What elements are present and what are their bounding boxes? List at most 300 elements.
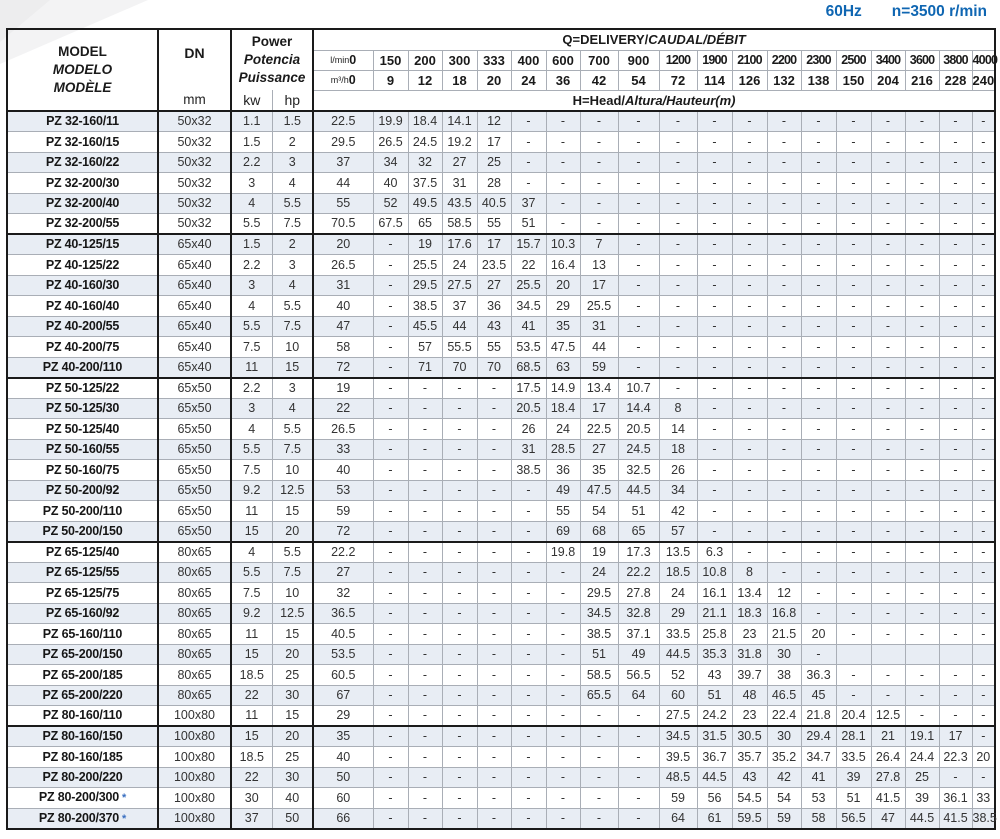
head-cell: 47 [313, 316, 373, 337]
head-cell: - [732, 132, 767, 153]
head-cell: - [801, 603, 836, 624]
head-cell: - [871, 542, 905, 563]
model-cell [7, 501, 158, 522]
head-cell: - [767, 501, 801, 522]
head-cell: - [905, 480, 939, 501]
head-cell: - [373, 255, 408, 276]
head-cell: - [767, 111, 801, 132]
head-cell: - [871, 296, 905, 317]
kw-cell: 11 [231, 357, 272, 378]
head-cell: - [836, 255, 871, 276]
head-cell: - [408, 542, 442, 563]
model-cell [7, 603, 158, 624]
head-cell: 8 [659, 398, 697, 419]
table-row [7, 460, 995, 481]
head-cell: - [546, 665, 580, 686]
head-cell: 27.5 [659, 706, 697, 727]
m3h-value: 72 [659, 70, 697, 90]
head-cell: 44 [442, 316, 477, 337]
kw-cell: 1.5 [231, 132, 272, 153]
head-cell: - [373, 562, 408, 583]
hp-cell: 7.5 [272, 214, 313, 235]
head-cell: - [408, 439, 442, 460]
head-cell: - [511, 788, 546, 809]
head-cell: - [477, 747, 511, 768]
head-cell: - [767, 337, 801, 358]
head-cell: 33 [972, 788, 995, 809]
head-cell: 35.2 [767, 747, 801, 768]
model-cell [7, 316, 158, 337]
dn-cell: 65x50 [158, 480, 231, 501]
model-cell [7, 439, 158, 460]
kw-cell: 9.2 [231, 480, 272, 501]
head-cell: - [697, 316, 732, 337]
head-cell: - [408, 480, 442, 501]
lmin-unit-cell: l/min 0 [313, 50, 373, 70]
head-cell: 26.5 [313, 419, 373, 440]
model-cell [7, 726, 158, 747]
head-cell: - [871, 398, 905, 419]
head-cell: 43.5 [442, 193, 477, 214]
hp-cell: 20 [272, 726, 313, 747]
head-cell: - [801, 132, 836, 153]
hp-cell: 10 [272, 460, 313, 481]
table-row [7, 234, 995, 255]
lmin-value: 2500 [836, 50, 871, 70]
head-cell: - [373, 460, 408, 481]
head-cell: 40.5 [313, 624, 373, 645]
head-cell: - [767, 357, 801, 378]
head-cell: - [511, 767, 546, 788]
table-row [7, 296, 995, 317]
head-cell: 27.8 [871, 767, 905, 788]
head-cell: - [697, 234, 732, 255]
dn-cell: 65x50 [158, 398, 231, 419]
head-cell: - [442, 685, 477, 706]
head-cell: - [767, 275, 801, 296]
table-row [7, 480, 995, 501]
head-cell: 25 [905, 767, 939, 788]
head-cell: - [972, 624, 995, 645]
model-label-fr: MODÈLE [53, 80, 112, 96]
head-cell: 41.5 [871, 788, 905, 809]
head-cell: - [477, 480, 511, 501]
head-cell: 41.5 [939, 808, 972, 829]
head-cell: - [511, 603, 546, 624]
head-cell: 60 [659, 685, 697, 706]
kw-cell: 15 [231, 521, 272, 542]
head-cell: 36 [477, 296, 511, 317]
head-cell: - [836, 480, 871, 501]
head-cell: 55 [546, 501, 580, 522]
head-cell: - [767, 480, 801, 501]
head-cell: - [939, 132, 972, 153]
head-cell: - [442, 788, 477, 809]
head-cell: - [972, 685, 995, 706]
head-cell: - [939, 665, 972, 686]
head-cell: 21.5 [767, 624, 801, 645]
lmin-value: 3800 [939, 50, 972, 70]
head-cell: - [511, 706, 546, 727]
head-cell: 17.3 [618, 542, 659, 563]
head-cell: 12 [477, 111, 511, 132]
power-label-fr: Puissance [238, 70, 306, 86]
model-cell [7, 665, 158, 686]
head-cell: - [618, 173, 659, 194]
head-cell: - [580, 132, 618, 153]
head-cell: - [871, 275, 905, 296]
head-cell: - [697, 357, 732, 378]
head-cell: 16.1 [697, 583, 732, 604]
head-cell: - [618, 152, 659, 173]
head-cell: - [801, 644, 836, 665]
head-cell: 23 [732, 624, 767, 645]
lmin-value: 200 [408, 50, 442, 70]
head-cell: - [511, 726, 546, 747]
head-cell: - [972, 665, 995, 686]
head-cell: - [972, 603, 995, 624]
dn-cell: 50x32 [158, 214, 231, 235]
head-cell: 27.8 [618, 583, 659, 604]
kw-cell: 18.5 [231, 665, 272, 686]
head-cell: - [871, 521, 905, 542]
head-cell: 20.5 [511, 398, 546, 419]
head-cell: 13.5 [659, 542, 697, 563]
head-cell: 53.5 [511, 337, 546, 358]
head-cell: 40 [313, 460, 373, 481]
head-cell: - [801, 193, 836, 214]
head-cell: - [580, 788, 618, 809]
head-cell: - [546, 214, 580, 235]
head-cell: 20 [546, 275, 580, 296]
head-cell: 51 [618, 501, 659, 522]
head-cell: - [659, 255, 697, 276]
head-cell: 67.5 [373, 214, 408, 235]
head-cell: - [697, 296, 732, 317]
head-cell: - [836, 521, 871, 542]
head-cell: 20.4 [836, 706, 871, 727]
head-cell: 32.5 [618, 460, 659, 481]
model-name: PZ 32-200/40 [45, 196, 120, 210]
head-cell: - [871, 234, 905, 255]
head-cell: 30.5 [732, 726, 767, 747]
dn-cell: 100x80 [158, 706, 231, 727]
head-cell: 37.5 [408, 173, 442, 194]
table-row [7, 398, 995, 419]
dn-cell: 80x65 [158, 665, 231, 686]
m3h-value: 126 [732, 70, 767, 90]
head-cell: 59.5 [732, 808, 767, 829]
head-cell: 26.4 [871, 747, 905, 768]
head-cell: 36 [546, 460, 580, 481]
speed-label: n=3500 r/min [891, 3, 987, 20]
head-cell [836, 644, 871, 665]
head-cell: - [373, 234, 408, 255]
head-cell: - [801, 583, 836, 604]
head-cell: 23.5 [477, 255, 511, 276]
table-row [7, 644, 995, 665]
head-cell: - [659, 193, 697, 214]
model-cell [7, 152, 158, 173]
head-cell: 17 [477, 132, 511, 153]
hp-cell: 15 [272, 357, 313, 378]
hp-cell: 30 [272, 685, 313, 706]
head-cell: - [732, 234, 767, 255]
dn-label: DN [184, 45, 205, 61]
head-cell: - [442, 644, 477, 665]
model-cell [7, 357, 158, 378]
head-cell: - [905, 173, 939, 194]
head-cell: 19.2 [442, 132, 477, 153]
head-cell: - [659, 337, 697, 358]
head-cell: - [477, 767, 511, 788]
head-cell: - [697, 132, 732, 153]
dn-cell: 65x50 [158, 521, 231, 542]
model-name: PZ 32-200/55 [45, 216, 120, 231]
head-cell: - [836, 357, 871, 378]
hp-cell: 2 [272, 132, 313, 153]
head-cell: - [697, 480, 732, 501]
head-cell: - [659, 132, 697, 153]
head-cell: - [732, 193, 767, 214]
head-cell: - [477, 398, 511, 419]
head-cell: 19.9 [373, 111, 408, 132]
head-cell: 24.4 [905, 747, 939, 768]
model-cell [7, 398, 158, 419]
head-cell: - [618, 706, 659, 727]
head-cell: 39.7 [732, 665, 767, 686]
head-cell: - [732, 357, 767, 378]
dn-cell: 80x65 [158, 542, 231, 563]
head-cell: - [659, 173, 697, 194]
head-cell: - [442, 521, 477, 542]
model-name: PZ 80-200/220 [42, 770, 123, 784]
head-cell: 17 [477, 234, 511, 255]
head-cell: - [618, 788, 659, 809]
kw-cell: 3 [231, 275, 272, 296]
hp-cell: 5.5 [272, 542, 313, 563]
lmin-value: 2200 [767, 50, 801, 70]
head-cell: 66 [313, 808, 373, 829]
head-cell: 38 [767, 665, 801, 686]
dn-cell: 80x65 [158, 562, 231, 583]
head-cell: - [939, 624, 972, 645]
head-cell: 52 [659, 665, 697, 686]
head-cell: - [511, 173, 546, 194]
head-cell: 47.5 [580, 480, 618, 501]
head-cell: - [801, 316, 836, 337]
hp-cell: 7.5 [272, 562, 313, 583]
head-cell: 28.5 [546, 439, 580, 460]
head-cell: - [477, 501, 511, 522]
head-cell: - [801, 419, 836, 440]
head-cell: - [972, 193, 995, 214]
lmin-value: 600 [546, 50, 580, 70]
model-name: PZ 50-160/75 [45, 462, 120, 477]
head-cell: - [972, 521, 995, 542]
head-cell: 36.7 [697, 747, 732, 768]
head-cell: - [442, 706, 477, 727]
head-cell: 43 [732, 767, 767, 788]
model-name: PZ 65-200/150 [42, 647, 123, 661]
head-cell: 67 [313, 685, 373, 706]
head-cell: - [939, 419, 972, 440]
head-cell: - [618, 767, 659, 788]
head-cell: - [972, 337, 995, 358]
kw-cell: 22 [231, 685, 272, 706]
dn-cell: 65x50 [158, 378, 231, 399]
head-cell [905, 644, 939, 665]
head-cell: - [905, 337, 939, 358]
table-row [7, 685, 995, 706]
head-cell: - [697, 214, 732, 235]
head-cell: - [511, 111, 546, 132]
hp-cell: 50 [272, 808, 313, 829]
head-cell: - [408, 562, 442, 583]
head-cell: 71 [408, 357, 442, 378]
head-cell: - [732, 173, 767, 194]
head-cell: - [767, 296, 801, 317]
head-cell: - [871, 378, 905, 399]
head-cell: - [408, 501, 442, 522]
head-cell: - [373, 419, 408, 440]
head-cell: - [697, 521, 732, 542]
dn-cell: 65x40 [158, 316, 231, 337]
head-cell: 53 [801, 788, 836, 809]
head-cell: - [939, 685, 972, 706]
model-cell [7, 747, 158, 768]
head-cell: 17 [939, 726, 972, 747]
model-name: PZ 65-125/55 [45, 565, 120, 579]
hp-cell: 15 [272, 706, 313, 727]
model-name: PZ 80-200/300 [38, 790, 119, 805]
head-cell: - [939, 562, 972, 583]
head-cell: - [732, 152, 767, 173]
head-cell: - [546, 808, 580, 829]
head-cell: 31 [313, 275, 373, 296]
head-cell: - [408, 767, 442, 788]
hp-cell: 3 [272, 152, 313, 173]
head-cell: 13.4 [580, 378, 618, 399]
head-cell: 72 [313, 357, 373, 378]
hp-cell: 20 [272, 644, 313, 665]
dn-cell: 100x80 [158, 788, 231, 809]
model-name: PZ 32-160/15 [45, 134, 120, 149]
head-cell: - [732, 460, 767, 481]
head-cell: - [905, 398, 939, 419]
head-cell: 42 [659, 501, 697, 522]
m3h-value: 12 [408, 70, 442, 90]
head-cell: 50 [313, 767, 373, 788]
head-cell: 31.8 [732, 644, 767, 665]
model-name: PZ 65-200/185 [42, 667, 123, 682]
head-cell: - [836, 542, 871, 563]
head-cell: - [939, 357, 972, 378]
model-cell [7, 788, 158, 809]
table-row [7, 337, 995, 358]
head-cell: 18.3 [732, 603, 767, 624]
head-cell [972, 644, 995, 665]
head-cell: 44 [313, 173, 373, 194]
head-cell: 70 [477, 357, 511, 378]
head-cell: 34 [373, 152, 408, 173]
m3h-value: 42 [580, 70, 618, 90]
head-cell: - [905, 501, 939, 522]
head-cell: - [697, 173, 732, 194]
head-cell: - [408, 644, 442, 665]
head-cell: - [732, 439, 767, 460]
model-name: PZ 40-125/22 [45, 257, 120, 272]
head-cell: - [697, 193, 732, 214]
lmin-value: 1200 [659, 50, 697, 70]
head-cell: - [939, 542, 972, 563]
head-cell: - [477, 624, 511, 645]
head-cell: - [618, 726, 659, 747]
head-cell: - [836, 296, 871, 317]
head-cell: 21 [871, 726, 905, 747]
head-cell: 45.5 [408, 316, 442, 337]
dn-cell: 80x65 [158, 583, 231, 604]
model-name: PZ 40-200/75 [45, 339, 120, 354]
head-cell: - [905, 234, 939, 255]
head-cell: - [477, 808, 511, 829]
head-cell: 39 [905, 788, 939, 809]
head-cell: 18.4 [546, 398, 580, 419]
head-cell: - [905, 132, 939, 153]
head-cell: - [871, 111, 905, 132]
table-row [7, 788, 995, 809]
head-cell: - [546, 562, 580, 583]
head-cell: 18.5 [659, 562, 697, 583]
dn-cell: 50x32 [158, 111, 231, 132]
head-cell: 19 [408, 234, 442, 255]
head-cell: 49 [618, 644, 659, 665]
head-cell: - [836, 501, 871, 522]
head-cell: 55 [313, 193, 373, 214]
head-cell: 27 [313, 562, 373, 583]
m3h-value: 216 [905, 70, 939, 90]
head-cell: 48 [732, 685, 767, 706]
head-cell: 65 [408, 214, 442, 235]
head-cell: 60.5 [313, 665, 373, 686]
model-cell [7, 173, 158, 194]
hp-cell: 3 [272, 378, 313, 399]
head-cell: 29.5 [313, 132, 373, 153]
head-cell: - [871, 173, 905, 194]
m3h-value: 204 [871, 70, 905, 90]
head-cell: - [972, 132, 995, 153]
head-cell: - [546, 644, 580, 665]
head-cell: 26.5 [373, 132, 408, 153]
head-cell: - [836, 337, 871, 358]
head-cell: - [618, 357, 659, 378]
head-cell: - [871, 583, 905, 604]
head-cell: - [618, 234, 659, 255]
head-cell: - [871, 193, 905, 214]
model-name: PZ 80-160/110 [42, 708, 123, 723]
head-cell: 24 [546, 419, 580, 440]
head-cell: - [767, 173, 801, 194]
head-cell: - [659, 378, 697, 399]
head-cell: 69 [546, 521, 580, 542]
head-cell: - [767, 542, 801, 563]
head-cell: 27 [477, 275, 511, 296]
head-cell: - [871, 419, 905, 440]
head-cell: 59 [767, 808, 801, 829]
table-row [7, 173, 995, 194]
hp-cell: 5.5 [272, 193, 313, 214]
head-cell: 29.5 [580, 583, 618, 604]
